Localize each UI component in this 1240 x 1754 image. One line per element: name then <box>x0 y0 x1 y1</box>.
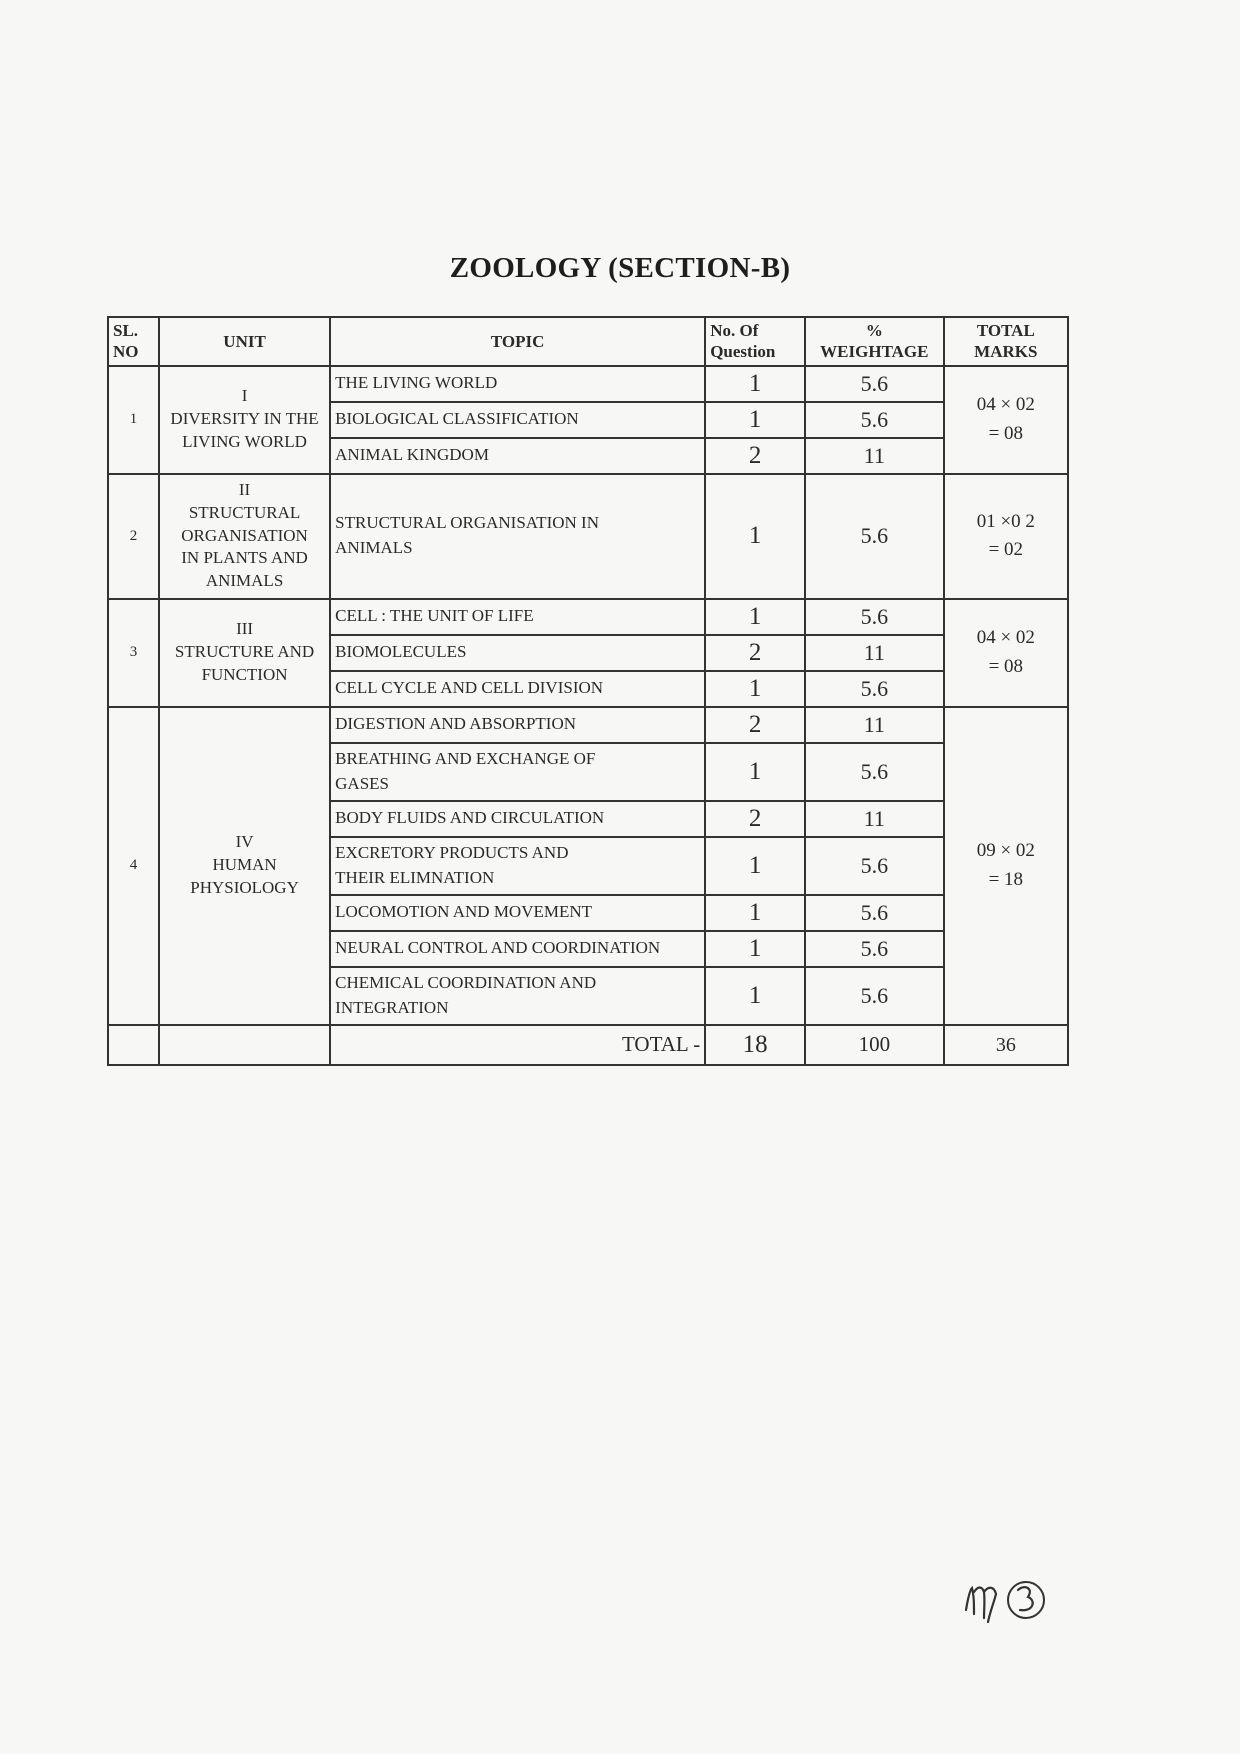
sl-header-line1: SL. <box>113 321 139 340</box>
question-count: 2 <box>705 801 805 837</box>
sl-header <box>108 317 159 366</box>
total-row <box>108 1025 1068 1065</box>
unit-total-marks <box>944 474 1068 599</box>
unit-line: STRUCTURAL <box>188 502 301 522</box>
question-count: 2 <box>705 438 805 474</box>
total-marks-header-line2: MARKS <box>974 342 1038 362</box>
unit-line: LIVING WORLD <box>182 431 307 451</box>
total-weightage: 100 <box>805 1025 944 1065</box>
total-empty-sl <box>108 1025 159 1065</box>
questions-header <box>705 317 805 366</box>
topic-line: LOCOMOTION AND MOVEMENT <box>335 902 593 922</box>
unit-line: ORGANISATION <box>181 525 308 545</box>
weightage-value: 5.6 <box>805 402 944 438</box>
marks-line: = 08 <box>988 422 1024 444</box>
questions-header-line1: No. Of <box>710 321 759 340</box>
table-row <box>108 599 1068 635</box>
weightage-value: 5.6 <box>805 599 944 635</box>
question-count: 1 <box>705 743 805 801</box>
weightage-value: 11 <box>805 707 944 743</box>
table-row <box>108 707 1068 743</box>
question-count: 2 <box>705 635 805 671</box>
marks-line: = 02 <box>988 539 1024 560</box>
topic-line: ANIMALS <box>335 538 413 557</box>
topic-cell <box>330 599 705 635</box>
weightage-value: 5.6 <box>805 967 944 1025</box>
unit-cell <box>159 474 330 599</box>
unit-cell <box>159 599 330 707</box>
question-count: 2 <box>705 707 805 743</box>
topic-line: GASES <box>335 773 390 793</box>
unit-header: UNIT <box>159 317 330 366</box>
topic-line: THE LIVING WORLD <box>335 373 498 393</box>
sl-header-line2: NO <box>113 342 139 362</box>
questions-header-line2: Question <box>710 342 776 362</box>
weightage-header <box>805 317 944 366</box>
topic-line: BIOMOLECULES <box>335 642 467 662</box>
question-count: 1 <box>705 402 805 438</box>
total-questions: 18 <box>705 1025 805 1065</box>
weightage-value: 5.6 <box>805 366 944 402</box>
unit-line: IN PLANTS AND <box>181 548 308 568</box>
topic-header: TOPIC <box>330 317 705 366</box>
table-row <box>108 366 1068 402</box>
topic-cell <box>330 895 705 931</box>
weightage-value: 5.6 <box>805 837 944 895</box>
weightage-value: 11 <box>805 438 944 474</box>
marks-line: 09 × 02 <box>976 840 1035 861</box>
page-title: ZOOLOGY (SECTION-B) <box>449 252 791 284</box>
topic-cell <box>330 671 705 707</box>
question-count: 1 <box>705 671 805 707</box>
topic-cell <box>330 366 705 402</box>
topic-line: THEIR ELIMNATION <box>335 867 495 887</box>
marks-line: 04 × 02 <box>976 394 1035 415</box>
topic-line: ANIMAL KINGDOM <box>335 445 489 465</box>
question-count: 1 <box>705 837 805 895</box>
topic-cell <box>330 837 705 895</box>
table-body <box>108 366 1068 1025</box>
unit-line: I <box>241 386 248 406</box>
marks-line: 01 ×0 2 <box>976 510 1035 532</box>
unit-line: STRUCTURE AND <box>174 642 315 662</box>
question-count: 1 <box>705 599 805 635</box>
weightage-value: 5.6 <box>805 474 944 599</box>
topic-line: CHEMICAL COORDINATION AND <box>335 972 597 992</box>
unit-line: PHYSIOLOGY <box>190 877 299 897</box>
topic-cell <box>330 801 705 837</box>
total-label: TOTAL - <box>330 1025 705 1065</box>
unit-line: IV <box>235 832 254 852</box>
topic-line: BIOLOGICAL CLASSIFICATION <box>335 409 579 429</box>
unit-line: ANIMALS <box>205 571 284 591</box>
topic-cell <box>330 438 705 474</box>
unit-cell <box>159 707 330 1025</box>
weightage-value: 5.6 <box>805 671 944 707</box>
sl-number: 2 <box>108 474 159 599</box>
topic-line: NEURAL CONTROL AND COORDINATION <box>335 938 661 958</box>
topic-cell <box>330 931 705 967</box>
table-row <box>108 474 1068 599</box>
marks-line: = 18 <box>988 868 1024 890</box>
total-marks: 36 <box>944 1025 1068 1065</box>
question-count: 1 <box>705 474 805 599</box>
weightage-header-line1: % <box>865 321 883 340</box>
weightage-value: 11 <box>805 635 944 671</box>
weightage-value: 5.6 <box>805 743 944 801</box>
unit-total-marks <box>944 599 1068 707</box>
unit-line: HUMAN <box>212 855 277 875</box>
unit-line: III <box>236 619 254 639</box>
topic-line: STRUCTURAL ORGANISATION IN <box>335 513 599 533</box>
topic-line: EXCRETORY PRODUCTS AND <box>335 842 569 862</box>
unit-cell <box>159 366 330 474</box>
unit-line: FUNCTION <box>201 664 288 684</box>
handwritten-initials-signature <box>960 1570 1060 1630</box>
topic-line: INTEGRATION <box>335 997 449 1017</box>
unit-line: II <box>238 479 251 499</box>
marks-line: = 08 <box>988 655 1024 677</box>
topic-cell <box>330 967 705 1025</box>
topic-cell <box>330 707 705 743</box>
question-count: 1 <box>705 366 805 402</box>
topic-line: BODY FLUIDS AND CIRCULATION <box>335 808 605 828</box>
sl-number: 3 <box>108 599 159 707</box>
topic-cell <box>330 635 705 671</box>
weightage-value: 11 <box>805 801 944 837</box>
total-empty-unit <box>159 1025 330 1065</box>
topic-line: DIGESTION AND ABSORPTION <box>335 714 577 734</box>
topic-line: CELL : THE UNIT OF LIFE <box>335 606 534 626</box>
unit-total-marks <box>944 707 1068 1025</box>
weightage-value: 5.6 <box>805 895 944 931</box>
weightage-header-line2: WEIGHTAGE <box>820 342 929 362</box>
marks-line: 04 × 02 <box>976 627 1035 648</box>
topic-cell <box>330 402 705 438</box>
total-marks-header <box>944 317 1068 366</box>
question-count: 1 <box>705 931 805 967</box>
weightage-value: 5.6 <box>805 931 944 967</box>
topic-cell <box>330 474 705 599</box>
topic-line: BREATHING AND EXCHANGE OF <box>335 748 596 768</box>
sl-number: 4 <box>108 707 159 1025</box>
sl-number: 1 <box>108 366 159 474</box>
question-count: 1 <box>705 895 805 931</box>
topic-cell <box>330 743 705 801</box>
unit-line: DIVERSITY IN THE <box>170 409 319 429</box>
topic-line: CELL CYCLE AND CELL DIVISION <box>335 678 604 698</box>
total-marks-header-line1: TOTAL <box>976 321 1035 340</box>
question-count: 1 <box>705 967 805 1025</box>
weightage-table <box>107 316 1069 1066</box>
header-row <box>108 317 1068 366</box>
unit-total-marks <box>944 366 1068 474</box>
